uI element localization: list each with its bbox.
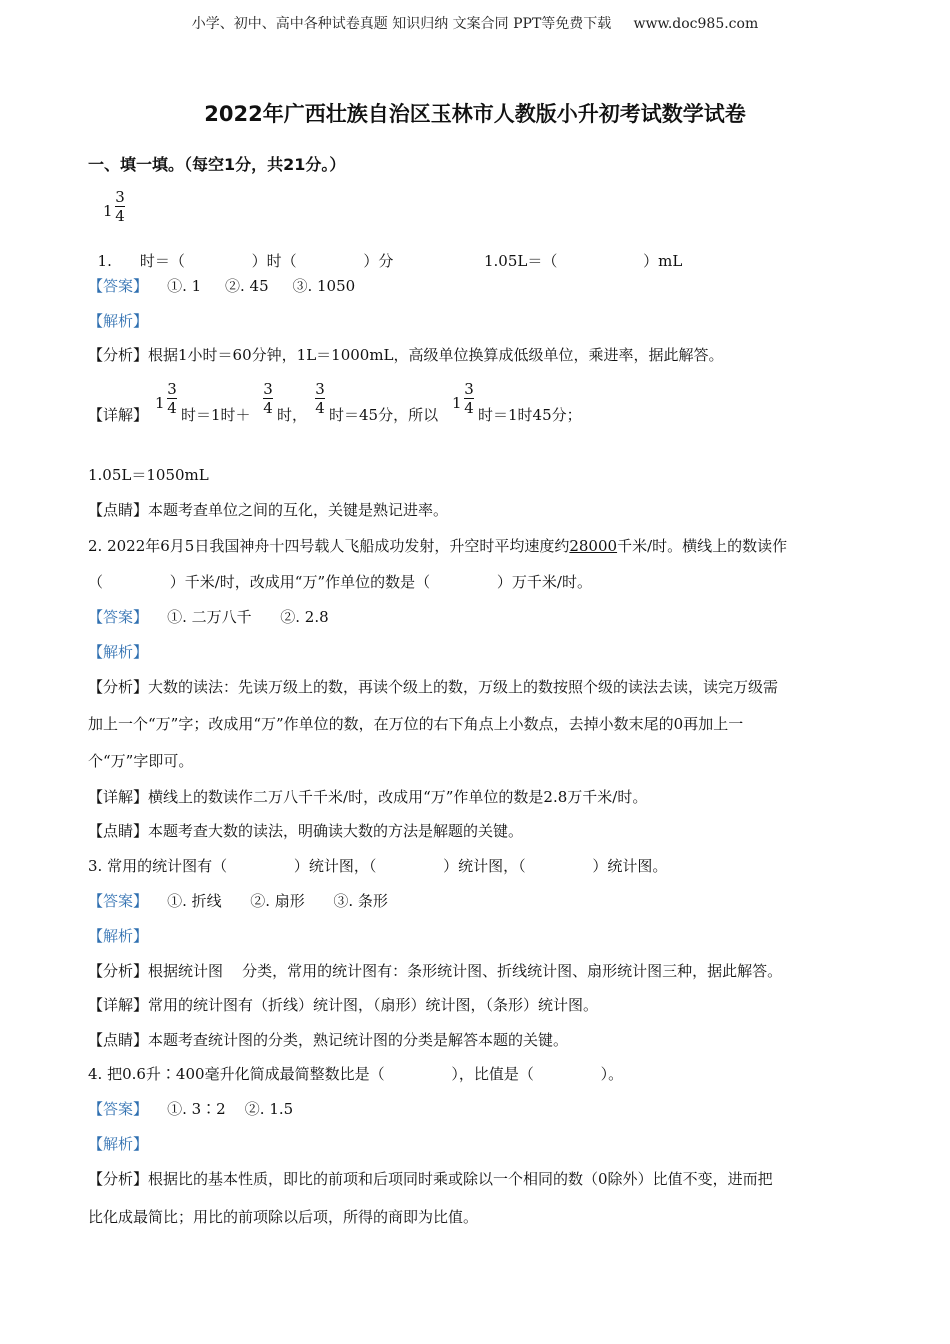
detail-fraction-2 — [263, 381, 273, 416]
comment-label: 【点睛】 — [88, 1031, 149, 1049]
answer-label: 【答案】 — [88, 892, 149, 910]
q4-jiexi-label: 【解析】 — [88, 1135, 149, 1153]
q1-answer — [88, 276, 355, 296]
q4-question: 4. 把0.6升∶400毫升化简成最简整数比是（ ），比值是（ ）。 — [88, 1065, 624, 1083]
q2-text-a: 2. 2022年6月5日我国神舟十四号载人飞船成功发射，升空时平均速度约 — [88, 537, 570, 555]
answer-label: 【答案】 — [88, 608, 149, 626]
q2-detail — [88, 787, 647, 807]
q4-analysis-line2: 比化成最简比；用比的前项除以后项，所得的商即为比值。 — [88, 1208, 479, 1226]
analysis-text: 根据统计图 分类，常用的统计图有：条形统计图、折线统计图、扇形统计图三种，据此解答。 — [148, 962, 783, 980]
comment-text: 本题考查单位之间的互化，关键是熟记进率。 — [148, 501, 449, 519]
q2-comment — [88, 821, 523, 841]
fraction-denominator: 4 — [315, 399, 325, 417]
q1-text: 时＝（ ）时（ ）分 1.05L＝（ ）mL — [139, 252, 683, 270]
answer-text: ①. 折线 ②. 扇形 ③. 条形 — [148, 892, 388, 910]
detail-seg-a: 时＝1时＋ — [181, 406, 251, 424]
analysis-label: 【分析】 — [88, 346, 149, 364]
detail-seg-b: 时， — [277, 406, 308, 424]
fraction-numerator: 3 — [263, 380, 273, 398]
analysis-label: 【分析】 — [88, 1170, 149, 1188]
detail-text: 常用的统计图有（折线）统计图，（扇形）统计图，（条形）统计图。 — [148, 996, 599, 1014]
detail-label: 【详解】 — [88, 788, 149, 806]
detail-seg-c: 时＝45分，所以 — [329, 406, 439, 424]
q1-jiexi-label: 【解析】 — [88, 312, 149, 330]
answer-label: 【答案】 — [88, 277, 149, 295]
answer-text: ①. 1 ②. 45 ③. 1050 — [148, 277, 356, 295]
q2-analysis-line2: 加上一个“万”字；改成用“万”作单位的数，在万位的右下角点上小数点，去掉小数末尾的0再加上一 — [88, 715, 744, 733]
comment-text: 本题考查统计图的分类，熟记统计图的分类是解答本题的关键。 — [148, 1031, 569, 1049]
q2-question-line1 — [88, 536, 787, 556]
fraction-denominator: 4 — [167, 399, 177, 417]
fraction-numerator: 3 — [115, 188, 125, 206]
q3-analysis — [88, 961, 782, 981]
fraction-denominator: 4 — [115, 207, 125, 225]
q1-detail — [88, 405, 148, 425]
fraction-numerator: 3 — [464, 380, 474, 398]
fraction-whole: 1 — [155, 394, 165, 412]
analysis-label: 【分析】 — [88, 678, 149, 696]
q2-jiexi-label: 【解析】 — [88, 643, 149, 661]
q1-comment — [88, 500, 448, 520]
analysis-text: 根据1小时＝60分钟，1L＝1000mL，高级单位换算成低级单位，乘进率，据此解答。 — [148, 346, 724, 364]
analysis-text: 大数的读法：先读万级上的数，再读个级上的数，万级上的数按照个级的读法去读，读完万级需 — [148, 678, 779, 696]
document-title: 2022年广西壮族自治区玉林市人教版小升初考试数学试卷 — [204, 102, 746, 126]
analysis-label: 【分析】 — [88, 962, 149, 980]
fraction-whole: 1 — [103, 202, 113, 220]
q1-analysis — [88, 345, 724, 365]
detail-seg-d: 时＝1时45分； — [478, 406, 582, 424]
q3-detail — [88, 995, 598, 1015]
q3-comment — [88, 1030, 568, 1050]
comment-text: 本题考查大数的读法，明确读大数的方法是解题的关键。 — [148, 822, 524, 840]
q4-answer — [88, 1099, 293, 1119]
answer-text: ①. 二万八千 ②. 2.8 — [148, 608, 329, 626]
fraction-numerator: 3 — [167, 380, 177, 398]
detail-text: 横线上的数读作二万八千千米/时，改成用“万”作单位的数是2.8万千米/时。 — [148, 788, 648, 806]
answer-text: ①. 3∶2 ②. 1.5 — [148, 1100, 294, 1118]
comment-label: 【点睛】 — [88, 822, 149, 840]
detail-label: 【详解】 — [88, 996, 149, 1014]
q1-number: 1. — [97, 252, 112, 270]
q3-answer — [88, 891, 388, 911]
q2-answer — [88, 607, 329, 627]
q2-text-b: 千米/时。横线上的数读作 — [617, 537, 788, 555]
q3-question: 3. 常用的统计图有（ ）统计图，（ ）统计图，（ ）统计图。 — [88, 857, 668, 875]
q3-jiexi-label: 【解析】 — [88, 927, 149, 945]
fraction-numerator: 3 — [315, 380, 325, 398]
analysis-text: 根据比的基本性质，即比的前项和后项同时乘或除以一个相同的数（0除外）比值不变，进而把 — [148, 1170, 773, 1188]
q2-analysis-line1 — [88, 677, 778, 697]
section-heading: 一、填一填。（每空1分，共21分。） — [88, 155, 346, 174]
underlined-number: 28000 — [569, 537, 618, 555]
comment-label: 【点睛】 — [88, 501, 149, 519]
q1-detail-line2: 1.05L＝1050mL — [88, 466, 209, 484]
fraction-denominator: 4 — [464, 399, 474, 417]
q2-question-line2: （ ）千米/时，改成用“万”作单位的数是（ ）万千米/时。 — [88, 573, 592, 591]
fraction-whole: 1 — [452, 394, 462, 412]
fraction-denominator: 4 — [263, 399, 273, 417]
detail-label: 【详解】 — [88, 406, 149, 424]
q4-analysis-line1 — [88, 1169, 773, 1189]
q1-question — [88, 231, 682, 271]
site-header: 小学、初中、高中各种试卷真题 知识归纳 文案合同 PPT等免费下载 www.doc985.com — [191, 16, 759, 32]
answer-label: 【答案】 — [88, 1100, 149, 1118]
q2-analysis-line3: 个“万”字即可。 — [88, 752, 194, 770]
detail-fraction-3 — [315, 381, 325, 416]
